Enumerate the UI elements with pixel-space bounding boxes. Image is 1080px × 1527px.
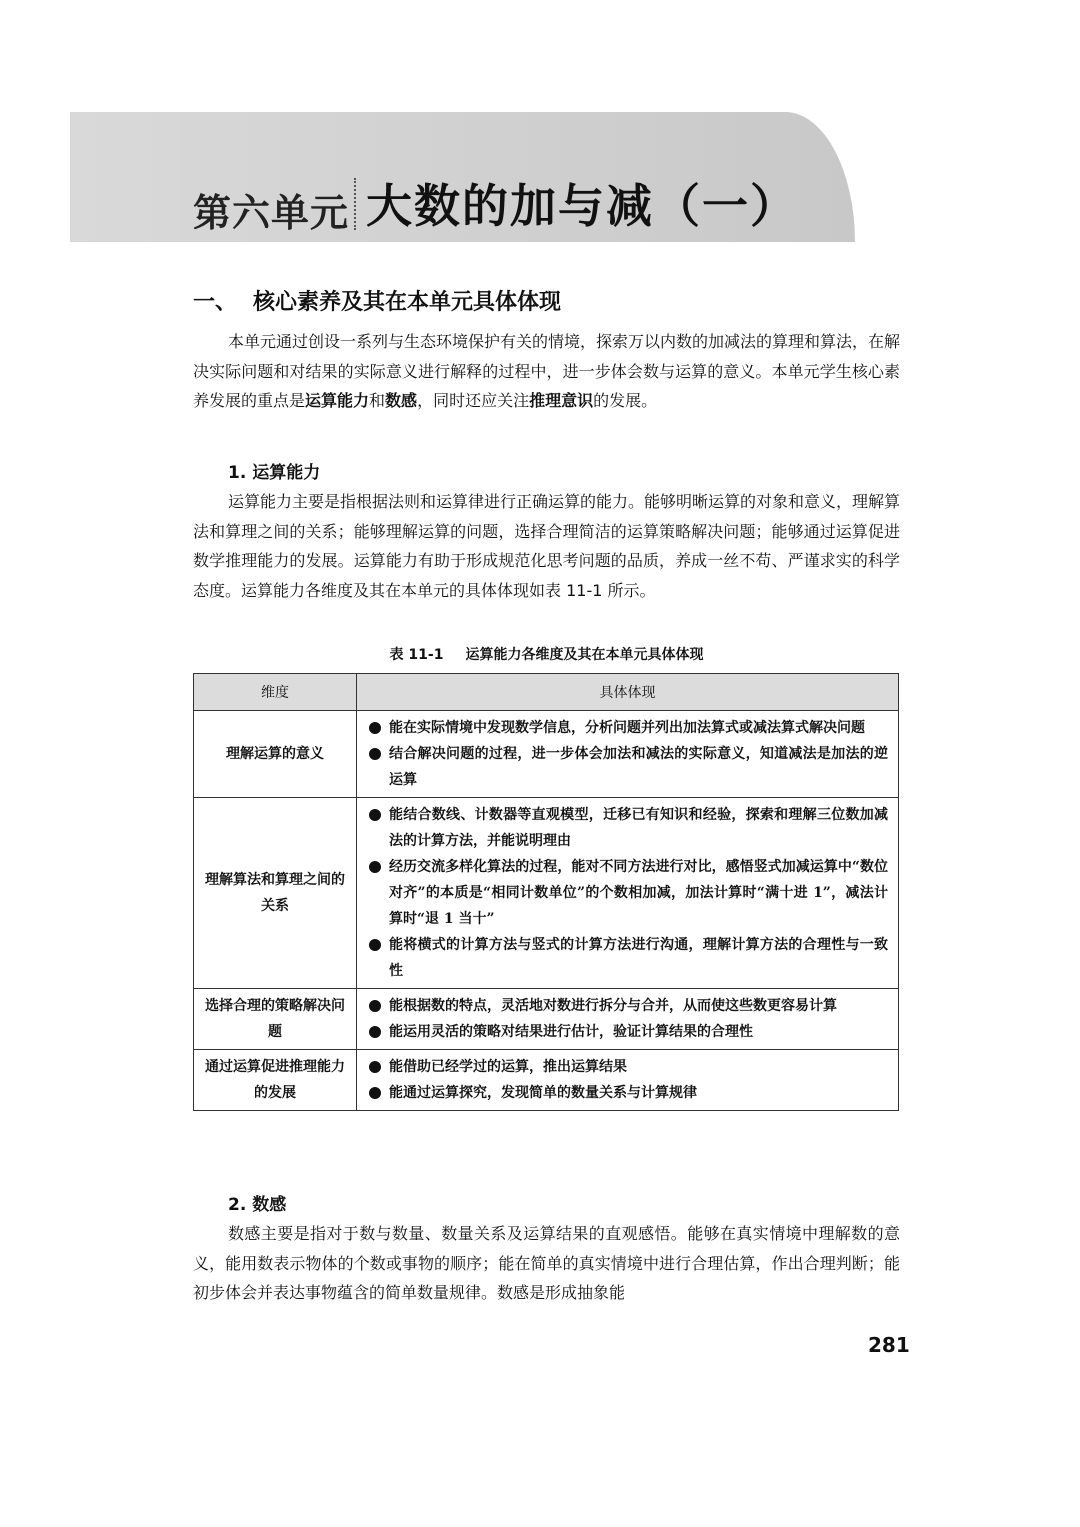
computation-paragraph: 运算能力主要是指根据法则和运算律进行正确运算的能力。能够明晰运算的对象和意义，理解算法和算理之间的关系；能够理解运算的问题，选择合理简洁的运算策略解决问题；能够通过运算促进数学推理能力的发展。运算能力有助于形成规范化思考问题的品质，养成一丝不苟、严谨求实的科学态度。运算能力各维度及其在本单元的具体体现如表 11-1 所示。 (193, 492, 901, 600)
row-details (357, 989, 899, 1050)
bullet-item: 能根据数的特点，灵活地对数进行拆分与合并，从而使这些数更容易计算 (367, 993, 888, 1019)
row-dimension: 通过运算促进推理能力的发展 (194, 1050, 357, 1111)
row-details (357, 1050, 899, 1111)
table-caption-title: 运算能力各维度及其在本单元具体体现 (465, 647, 704, 663)
intro-text-4: 的发展。 (593, 391, 658, 410)
table-row (194, 989, 899, 1050)
table-row (194, 711, 899, 798)
intro-text-1: 本单元通过创设一系列与生态环境保护有关的情境，探索万以内数的加减法的算理和算法，在解决实际问题和对结果的实际意义进行解释的过程中，进一步体会数与运算的意义。本单元学生核心素养发展的重点是 (193, 332, 901, 410)
unit-label: 第六单元 (193, 191, 350, 235)
subsection-heading-computation: 1. 运算能力 (228, 463, 321, 483)
dimensions-table (193, 673, 899, 1111)
row-details (357, 711, 899, 798)
bullet-item: 能结合数线、计数器等直观模型，迁移已有知识和经验，探索和理解三位数加减法的计算方法，并能说明理由 (367, 802, 888, 854)
intro-paragraph (193, 327, 900, 416)
bullet-item: 能在实际情境中发现数学信息，分析问题并列出加法算式或减法算式解决问题 (367, 715, 888, 741)
bullet-item: 结合解决问题的过程，进一步体会加法和减法的实际意义，知道减法是加法的逆运算 (367, 741, 888, 793)
intro-emph-computation: 运算能力 (305, 391, 370, 410)
table-caption (193, 644, 900, 664)
table-caption-number: 表 11-1 (389, 647, 444, 663)
section-title: 核心素养及其在本单元具体体现 (253, 290, 562, 315)
intro-emph-reasoning: 推理意识 (529, 391, 594, 410)
subsection-heading-number-sense: 2. 数感 (228, 1195, 287, 1215)
table-row (194, 798, 899, 989)
bullet-item: 能运用灵活的策略对结果进行估计，验证计算结果的合理性 (367, 1019, 888, 1045)
section-heading (193, 285, 561, 316)
title-divider (354, 178, 356, 230)
bullet-item: 能借助已经学过的运算，推出运算结果 (367, 1054, 888, 1080)
row-dimension: 选择合理的策略解决问题 (194, 989, 357, 1050)
page-number: 281 (868, 1333, 910, 1357)
unit-title: 大数的加与减（一） (366, 179, 798, 233)
row-dimension: 理解运算的意义 (194, 711, 357, 798)
table-row (194, 1050, 899, 1111)
number-sense-paragraph: 数感主要是指对于数与数量、数量关系及运算结果的直观感悟。能够在真实情境中理解数的意义，能用数表示物体的个数或事物的顺序；能在简单的真实情境中进行合理估算，作出合理判断；能初步体会并表达事物蕴含的简单数量规律。数感是形成抽象能 (193, 1224, 900, 1302)
intro-emph-number-sense: 数感 (385, 391, 418, 410)
bullet-item: 能通过运算探究，发现简单的数量关系与计算规律 (367, 1080, 888, 1106)
header-detail: 具体体现 (357, 674, 899, 711)
bullet-item: 能将横式的计算方法与竖式的计算方法进行沟通，理解计算方法的合理性与一致性 (367, 932, 888, 984)
section-number: 一、 (193, 290, 238, 315)
intro-text-3: ，同时还应关注 (417, 391, 530, 410)
intro-text-2: 和 (369, 391, 386, 410)
header-dimension: 维度 (194, 674, 357, 711)
table-header-row (194, 674, 899, 711)
bullet-item: 经历交流多样化算法的过程，能对不同方法进行对比，感悟竖式加减运算中“数位对齐”的本质是“相同计数单位”的个数相加减，加法计算时“满十进 1”，减法计算时“退 1 当十” (367, 854, 888, 932)
row-dimension: 理解算法和算理之间的关系 (194, 798, 357, 989)
row-details (357, 798, 899, 989)
